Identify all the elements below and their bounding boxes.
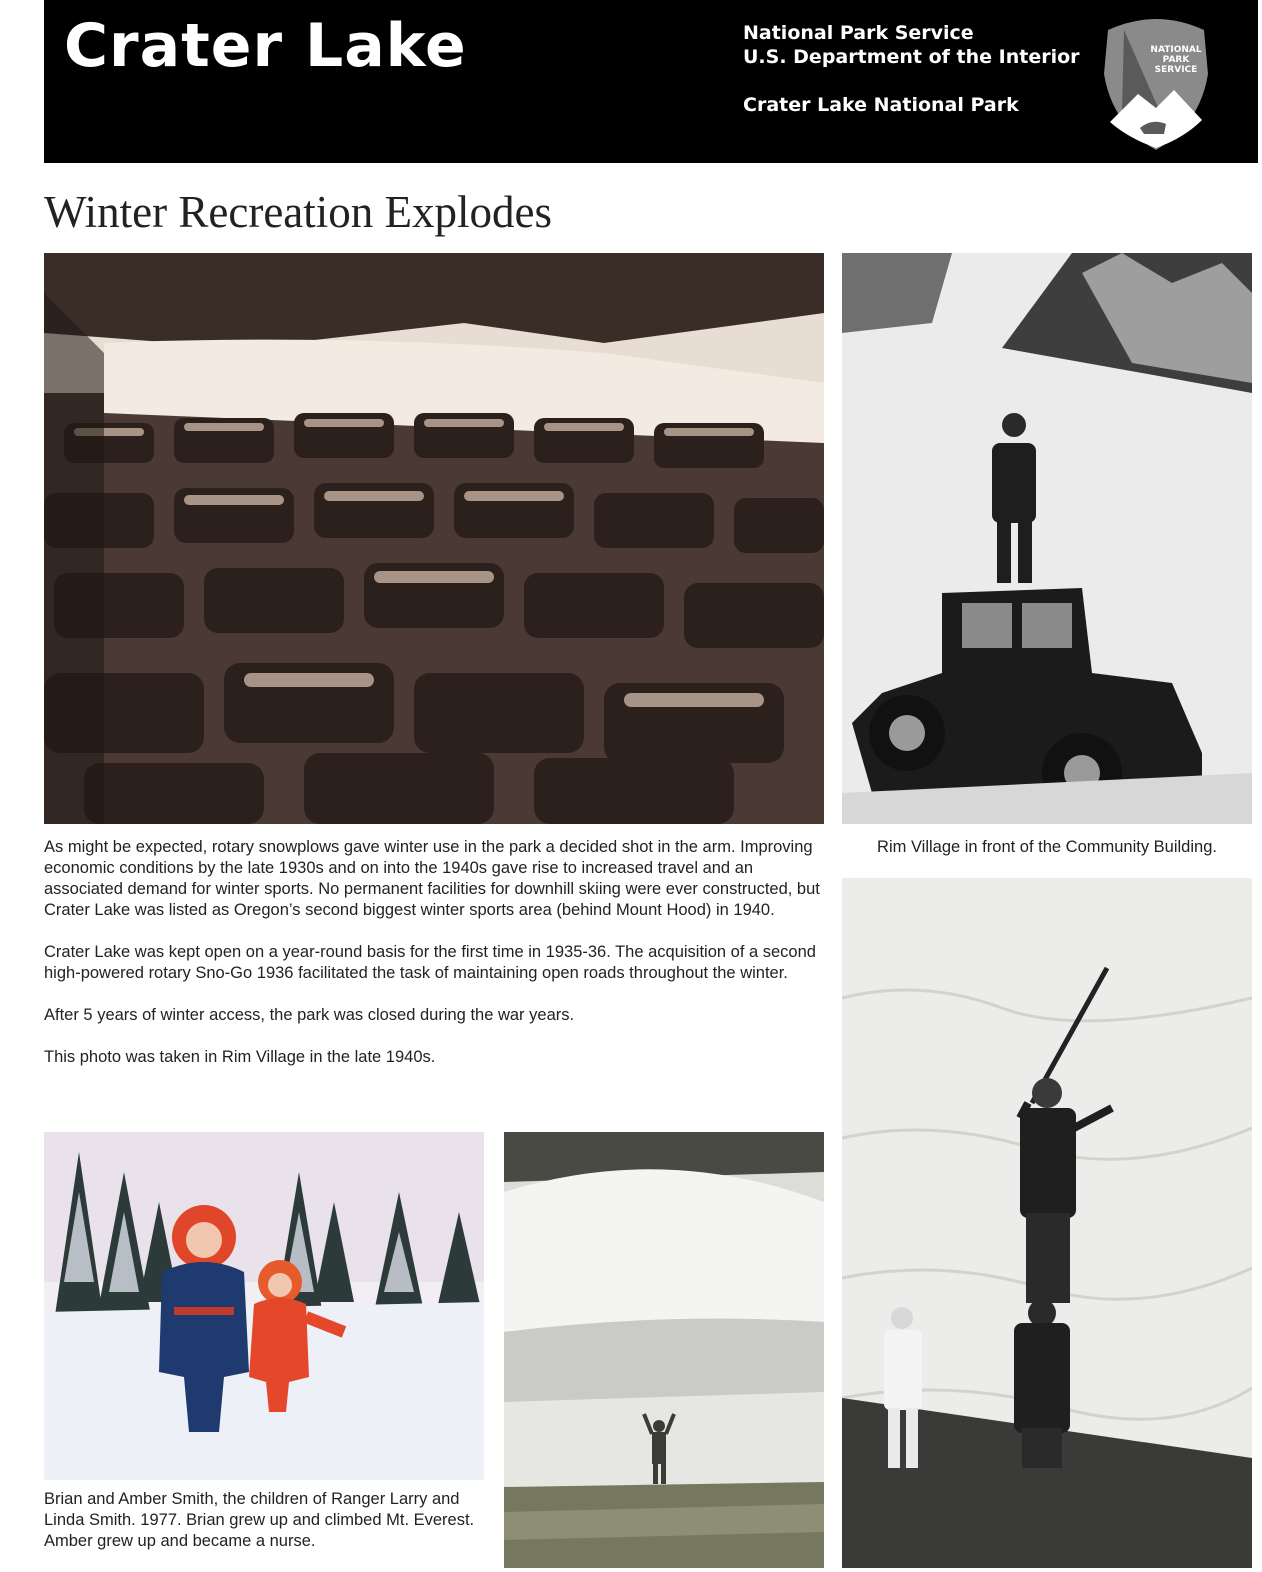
page-heading: Winter Recreation Explodes — [44, 187, 553, 237]
agency-block — [743, 21, 1080, 117]
nps-arrowhead-logo — [1100, 12, 1212, 152]
smith-children-caption: Brian and Amber Smith, the children of Ranger Larry and Linda Smith. 1977. Brian grew up and climbed Mt. Everest. Amber grew up and became a nurse. — [44, 1490, 475, 1550]
rim-village-truck-photo — [842, 253, 1252, 824]
agency-name: National Park Service — [743, 22, 974, 44]
paragraph: This photo was taken in Rim Village in the late 1940s. — [44, 1048, 436, 1066]
smith-children-photo — [44, 1132, 484, 1480]
snow-wall-men-photo — [842, 878, 1252, 1568]
body-text — [44, 837, 829, 1089]
logo-text-line3: SERVICE — [1154, 65, 1198, 75]
snowbank-person-photo — [504, 1132, 824, 1568]
park-name: Crater Lake National Park — [743, 94, 1019, 116]
logo-text-line2: PARK — [1162, 55, 1190, 65]
paragraph: As might be expected, rotary snowplows gave winter use in the park a decided shot in the arm. Improving economic conditions by the late 1930s and on into the 1940s gave rise to increased travel and an associated demand for winter sports. No permanent facilities for downhill skiing were ever constructed, but Crater Lake was listed as Oregon’s second biggest winter sports area (behind Mount Hood) in 1940. — [44, 838, 820, 919]
logo-text-line1: NATIONAL — [1150, 45, 1202, 55]
parking-lot-cars-photo — [44, 253, 824, 824]
header-band — [44, 0, 1258, 163]
paragraph: After 5 years of winter access, the park was closed during the war years. — [44, 1006, 575, 1024]
park-title: Crater Lake — [64, 11, 467, 81]
rim-village-caption: Rim Village in front of the Community Building. — [877, 838, 1217, 856]
department-name: U.S. Department of the Interior — [743, 46, 1080, 68]
paragraph: Crater Lake was kept open on a year-round basis for the first time in 1935-36. The acquisition of a second high-powered rotary Sno-Go 1936 facilitated the task of maintaining open roads throughout the winter. — [44, 943, 816, 982]
